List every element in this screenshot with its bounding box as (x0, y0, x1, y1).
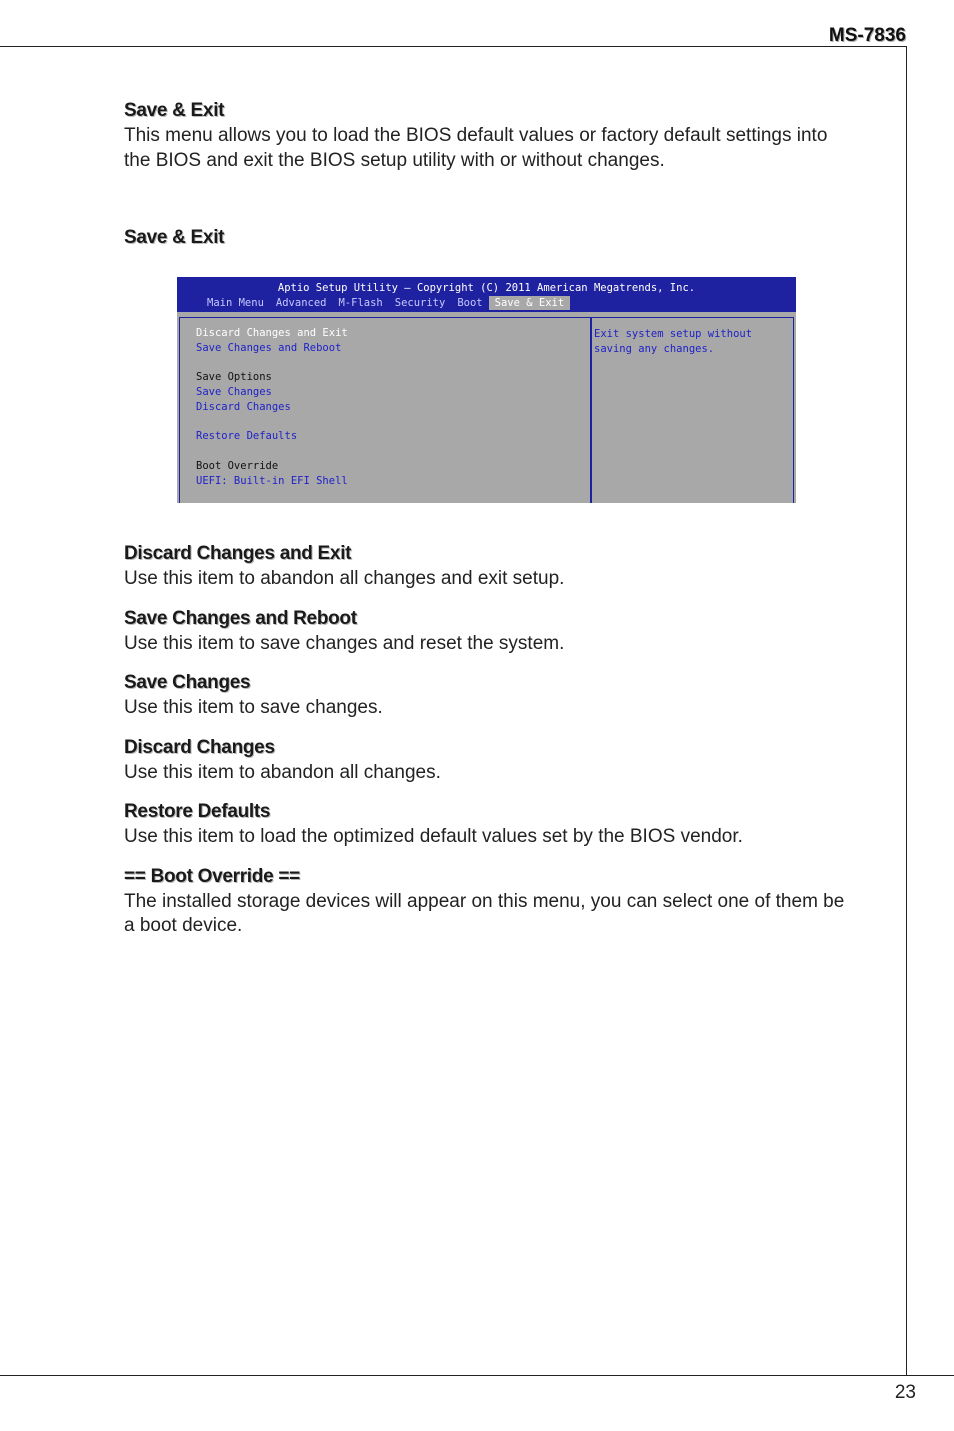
bios-tab-m-flash[interactable]: M-Flash (338, 297, 383, 309)
item-discard-changes-and-exit (124, 541, 854, 592)
item-text: Use this item to save changes. (124, 697, 383, 718)
right-margin-rule (906, 46, 907, 1376)
bios-screenshot (177, 277, 796, 503)
item-save-changes (124, 670, 854, 721)
page-content (124, 98, 854, 953)
header-rule (0, 46, 906, 47)
item-title: Discard Changes (124, 736, 275, 758)
screenshot-caption: Save & Exit (124, 227, 225, 248)
bios-help-text: Exit system setup without saving any changes. (594, 328, 753, 355)
page-number: 23 (894, 1382, 916, 1403)
bios-item-save-changes-and-reboot[interactable]: Save Changes and Reboot (196, 342, 342, 354)
bios-item-restore-defaults[interactable]: Restore Defaults (196, 430, 298, 442)
bios-tab-advanced[interactable]: Advanced (275, 297, 327, 309)
item-text: Use this item to abandon all changes and exit setup. (124, 568, 565, 589)
section-intro: This menu allows you to load the BIOS default values or factory default settings into the BIOS and exit the BIOS setup utility with or without changes. (124, 125, 828, 171)
item-title: Discard Changes and Exit (124, 543, 352, 564)
item-title: Save Changes (124, 672, 251, 693)
bios-item-discard-changes[interactable]: Discard Changes (196, 401, 291, 413)
model-number: MS-7836 (828, 25, 906, 46)
item-text: Use this item to save changes and reset the system. (124, 632, 565, 654)
item-restore-defaults (124, 799, 854, 850)
bios-tab-boot[interactable]: Boot (457, 297, 483, 309)
bios-title: Aptio Setup Utility – Copyright (C) 2011 American Megatrends, Inc. (277, 282, 696, 294)
item-text: Use this item to abandon all changes. (124, 761, 441, 783)
item-title: Restore Defaults (124, 801, 271, 822)
bios-header (177, 277, 796, 312)
section-title: Save & Exit (124, 100, 225, 121)
bios-item-uefi-shell[interactable]: UEFI: Built-in EFI Shell (196, 475, 348, 487)
item-text: Use this item to load the optimized default values set by the BIOS vendor. (124, 826, 743, 847)
item-boot-override (124, 864, 854, 939)
bios-tab-save-exit[interactable]: Save & Exit (489, 296, 571, 310)
bios-body (179, 317, 794, 503)
bios-group-boot-override: Boot Override (196, 460, 279, 472)
bios-tab-main-menu[interactable]: Main Menu (207, 297, 264, 309)
item-title: Save Changes and Reboot (124, 607, 357, 629)
bios-item-discard-changes-and-exit[interactable]: Discard Changes and Exit (196, 327, 348, 339)
bios-item-save-changes[interactable]: Save Changes (196, 386, 272, 398)
bios-tab-bar (201, 296, 570, 310)
bios-group-save-options: Save Options (196, 371, 272, 383)
item-save-changes-and-reboot (124, 606, 854, 657)
bios-help-panel (592, 318, 793, 503)
bios-menu-panel (180, 318, 592, 503)
footer-rule (0, 1375, 954, 1376)
item-title: == Boot Override == (124, 865, 300, 887)
bios-tab-security[interactable]: Security (394, 297, 446, 309)
item-discard-changes (124, 735, 854, 786)
item-text: The installed storage devices will appear on this menu, you can select one of them be a boot device. (124, 890, 845, 936)
item-descriptions (124, 541, 854, 939)
